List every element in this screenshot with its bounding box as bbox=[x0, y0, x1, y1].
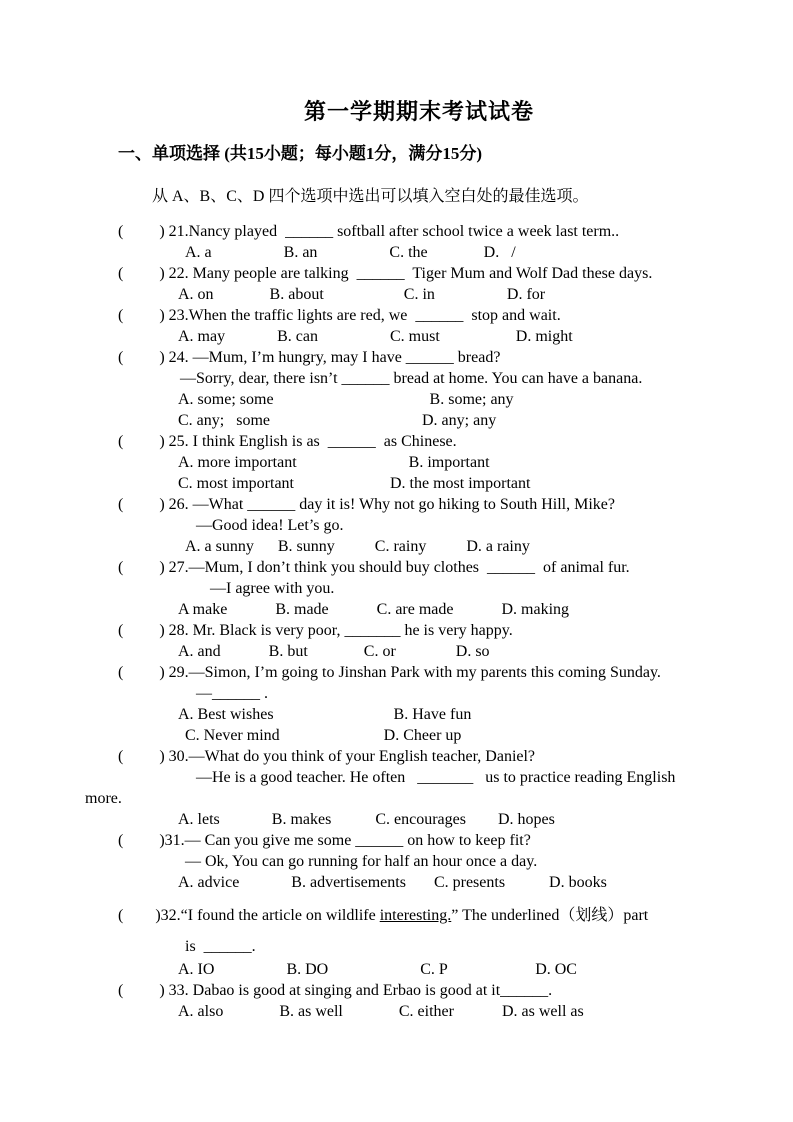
exam-line: — Ok, You can go running for half an hour once a day. bbox=[185, 853, 538, 870]
exam-line: A make B. made C. are made D. making bbox=[178, 601, 570, 618]
exam-line: ( )31.— Can you give me some ______ on how to keep fit? bbox=[118, 832, 531, 849]
exam-lines bbox=[85, 221, 753, 1022]
exam-line: ( ) 21.Nancy played ______ softball after school twice a week last term.. bbox=[118, 223, 620, 240]
exam-line: A. and B. but C. or D. so bbox=[178, 643, 490, 660]
exam-line: C. Never mind D. Cheer up bbox=[185, 727, 462, 744]
exam-line: C. any; some D. any; any bbox=[178, 412, 497, 429]
exam-line: more. bbox=[85, 790, 122, 807]
exam-line: is ______. bbox=[185, 938, 256, 955]
exam-line: ( ) 33. Dabao is good at singing and Erbao is good at it______. bbox=[118, 982, 553, 999]
instructions: 从 A、B、C、D 四个选项中选出可以填入空白处的最佳选项。 bbox=[152, 188, 589, 205]
exam-line: ( ) 27.—Mum, I don’t think you should buy clothes ______ of animal fur. bbox=[118, 559, 630, 576]
exam-line: ( ) 23.When the traffic lights are red, we ______ stop and wait. bbox=[118, 307, 561, 324]
exam-line: A. some; some B. some; any bbox=[178, 391, 514, 408]
exam-line: ( ) 29.—Simon, I’m going to Jinshan Park with my parents this coming Sunday. bbox=[118, 664, 661, 681]
exam-line: ( ) 22. Many people are talking ______ Tiger Mum and Wolf Dad these days. bbox=[118, 265, 653, 282]
underlined-text: interesting. bbox=[379, 907, 452, 924]
exam-line: ( ) 26. —What ______ day it is! Why not go hiking to South Hill, Mike? bbox=[118, 496, 615, 513]
exam-line: —______ . bbox=[196, 685, 268, 702]
exam-line: ( ) 28. Mr. Black is very poor, _______ he is very happy. bbox=[118, 622, 513, 639]
exam-line: A. more important B. important bbox=[178, 454, 490, 471]
exam-line: ( ) 25. I think English is as ______ as Chinese. bbox=[118, 433, 457, 450]
exam-line: A. advice B. advertisements C. presents D. books bbox=[178, 874, 607, 891]
exam-line: ( )32.“I found the article on wildlife interesting.” The underlined（划线）part bbox=[118, 907, 649, 924]
exam-line: ( ) 24. —Mum, I’m hungry, may I have ______ bread? bbox=[118, 349, 501, 366]
exam-line: —Good idea! Let’s go. bbox=[196, 517, 344, 534]
exam-title: 第一学期期末考试试卷 bbox=[303, 99, 534, 124]
exam-line: A. IO B. DO C. P D. OC bbox=[178, 961, 577, 978]
exam-line: —He is a good teacher. He often _______ us to practice reading English bbox=[196, 769, 676, 786]
exam-line: —I agree with you. bbox=[210, 580, 335, 597]
exam-line: A. also B. as well C. either D. as well as bbox=[178, 1003, 584, 1020]
exam-line: A. on B. about C. in D. for bbox=[178, 286, 546, 303]
exam-line: C. most important D. the most important bbox=[178, 475, 531, 492]
exam-line: A. a sunny B. sunny C. rainy D. a rainy bbox=[185, 538, 530, 555]
exam-line: A. may B. can C. must D. might bbox=[178, 328, 573, 345]
exam-line: ( ) 30.—What do you think of your English teacher, Daniel? bbox=[118, 748, 536, 765]
exam-line: A. Best wishes B. Have fun bbox=[178, 706, 472, 723]
exam-line: —Sorry, dear, there isn’t ______ bread at home. You can have a banana. bbox=[180, 370, 643, 387]
exam-line: A. a B. an C. the D. / bbox=[185, 244, 516, 261]
section-heading: 一、单项选择 (共15小题；每小题1分，满分15分) bbox=[118, 144, 483, 163]
exam-line: A. lets B. makes C. encourages D. hopes bbox=[178, 811, 555, 828]
